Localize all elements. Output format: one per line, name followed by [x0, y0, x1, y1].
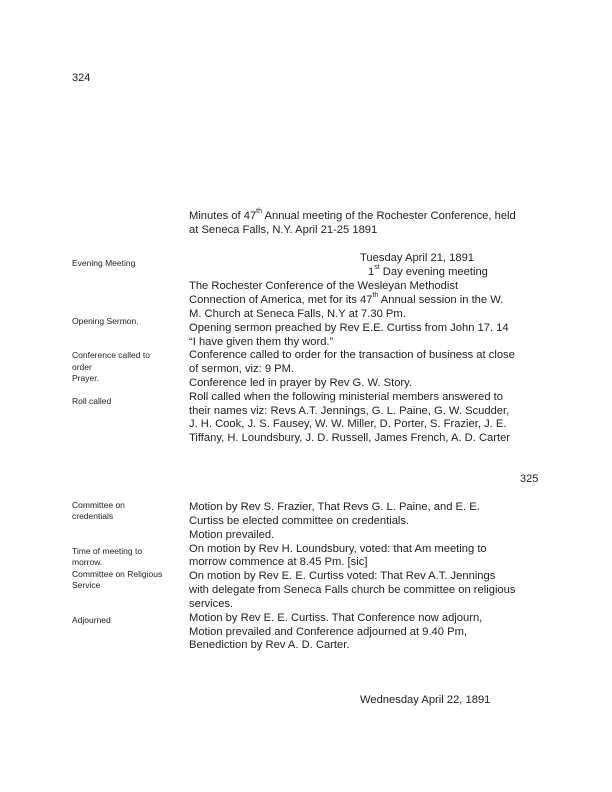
- page-number-middle: 325: [520, 473, 539, 485]
- margin-note-roll-called: Roll called: [72, 396, 112, 406]
- paragraph-order-line2: of sermon, viz: 9 PM.: [189, 363, 295, 375]
- margin-note-committee-credentials-2: credentials: [72, 511, 114, 521]
- paragraph-religious-line1: On motion by Rev E. E. Curtiss voted: That Rev A.T. Jennings: [189, 570, 496, 582]
- paragraph-sermon-line2: “I have given them thy word.”: [189, 336, 334, 348]
- paragraph-credentials-line1: Motion by Rev S. Frazier, That Revs G. L. Paine, and E. E.: [189, 501, 480, 513]
- meeting-date: Tuesday April 21, 1891: [360, 252, 475, 264]
- paragraph-intro-line2: Connection of America, met for its 47th Annual session in the W.: [189, 292, 504, 306]
- meeting-day-heading: 1st Day evening meeting: [368, 264, 488, 278]
- document-title-line2: at Seneca Falls, N.Y. April 21-25 1891: [189, 224, 378, 236]
- paragraph-roll-line4: Tiffany, H. Loundsbury, J. D. Russell, James French, A. D. Carter: [189, 432, 511, 444]
- margin-note-prayer: Prayer.: [72, 373, 99, 383]
- document-title: Minutes of 47th Annual meeting of the Rochester Conference, held: [189, 208, 516, 222]
- margin-note-time-of-meeting: Time of meeting to: [72, 546, 143, 556]
- page-number-top: 324: [72, 72, 91, 84]
- meeting2-date: Wednesday April 22, 1891: [360, 694, 491, 706]
- paragraph-adjourn-line2: Motion prevailed and Conference adjourned at 9.40 Pm,: [189, 626, 467, 638]
- paragraph-roll-line3: J. H. Cook, J. S. Fausey, W. W. Miller, D. Porter, S. Frazier, J. E.: [189, 418, 507, 430]
- paragraph-intro-line3: M. Church at Seneca Falls, N.Y at 7.30 Pm.: [189, 308, 406, 320]
- paragraph-credentials-line2: Curtiss be elected committee on credentials.: [189, 515, 410, 527]
- margin-note-committee-religious: Committee on Religious: [72, 569, 163, 579]
- paragraph-time-line2: morrow commence at 8.45 Pm. [sic]: [189, 556, 368, 568]
- margin-note-conference-called-2: order: [72, 362, 92, 372]
- paragraph-intro-line1: The Rochester Conference of the Wesleyan Methodist: [189, 280, 459, 292]
- paragraph-prayer: Conference led in prayer by Rev G. W. Story.: [189, 377, 413, 389]
- paragraph-roll-line1: Roll called when the following ministerial members answered to: [189, 391, 504, 403]
- paragraph-time-line1: On motion by Rev H. Loundsbury, voted: that Am meeting to: [189, 543, 487, 555]
- paragraph-order-line1: Conference called to order for the transaction of business at close: [189, 349, 515, 361]
- paragraph-religious-line2: with delegate from Seneca Falls church be committee on religious: [189, 584, 516, 596]
- margin-note-committee-credentials: Committee on: [72, 500, 125, 510]
- paragraph-religious-line3: services.: [189, 598, 234, 610]
- paragraph-credentials-line3: Motion prevailed.: [189, 529, 275, 541]
- margin-note-conference-called: Conference called to: [72, 350, 150, 360]
- margin-note-time-of-meeting-2: morrow.: [72, 557, 103, 567]
- margin-note-committee-religious-2: Service: [72, 580, 101, 590]
- paragraph-sermon-line1: Opening sermon preached by Rev E.E. Curtiss from John 17. 14: [189, 322, 509, 334]
- margin-note-evening-meeting: Evening Meeting: [72, 258, 136, 268]
- margin-note-adjourned: Adjourned: [72, 615, 111, 625]
- margin-note-opening-sermon: Opening Sermon.: [72, 316, 139, 326]
- paragraph-roll-line2: their names viz: Revs A.T. Jennings, G. L. Paine, G. W. Scudder,: [189, 405, 510, 417]
- paragraph-adjourn-line3: Benediction by Rev A. D. Carter.: [189, 639, 350, 651]
- paragraph-adjourn-line1: Motion by Rev E. E. Curtiss. That Conference now adjourn,: [189, 612, 483, 624]
